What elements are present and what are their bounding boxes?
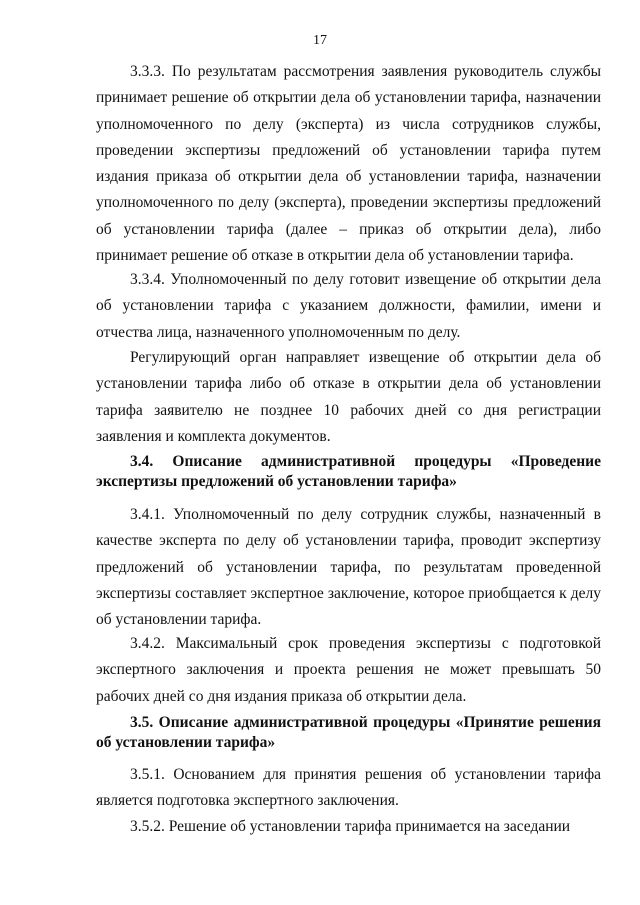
paragraph-regulator-notice: Регулирующий орган направляет извещение об открытии дела об установлении тарифа либо об отказе в открытии дела об установлении тарифа заявителю не позднее 10 рабочих дней со дня регистрации заявления и комплекта документов. [96, 349, 601, 445]
page-number: 17 [313, 33, 327, 48]
section-heading-3-5: 3.5. Описание административной процедуры «Принятие решения об установлении тарифа» [96, 714, 601, 751]
paragraph-3-5-1: 3.5.1. Основанием для принятия решения об установлении тарифа является подготовка экспертного заключения. [96, 766, 601, 810]
paragraph-3-3-3: 3.3.3. По результатам рассмотрения заявления руководитель службы принимает решение об открытии дела об установлении тарифа, назначении уполномоченного по делу (эксперта) из числа сотрудников службы, проведении экспертизы предложений об установлении тарифа путем издания приказа об открытии дела об установлении тарифа, назначении уполномоченного по делу (эксперта), проведении экспертизы предложений об установлении тарифа (далее – приказ об открытии дела), либо принимает решение об отказе в открытии дела об установлении тарифа. [96, 63, 601, 265]
section-heading-3-4: 3.4. Описание административной процедуры «Проведение экспертизы предложений об установлении тарифа» [96, 453, 601, 490]
paragraph-3-4-1: 3.4.1. Уполномоченный по делу сотрудник службы, назначенный в качестве эксперта по делу об установлении тарифа, проводит экспертизу предложений об установлении тарифа, по результатам проведенной экспертизы составляет экспертное заключение, которое приобщается к делу об установлении тарифа. [96, 506, 601, 629]
paragraph-3-3-4: 3.3.4. Уполномоченный по делу готовит извещение об открытии дела об установлении тарифа с указанием должности, фамилии, имени и отчества лица, назначенного уполномоченным по делу. [96, 271, 601, 341]
paragraph-3-5-2: 3.5.2. Решение об установлении тарифа принимается на заседании [130, 818, 571, 835]
paragraph-3-4-2: 3.4.2. Максимальный срок проведения экспертизы с подготовкой экспертного заключения и проекта решения не может превышать 50 рабочих дней со дня издания приказа об открытии дела. [96, 635, 601, 705]
